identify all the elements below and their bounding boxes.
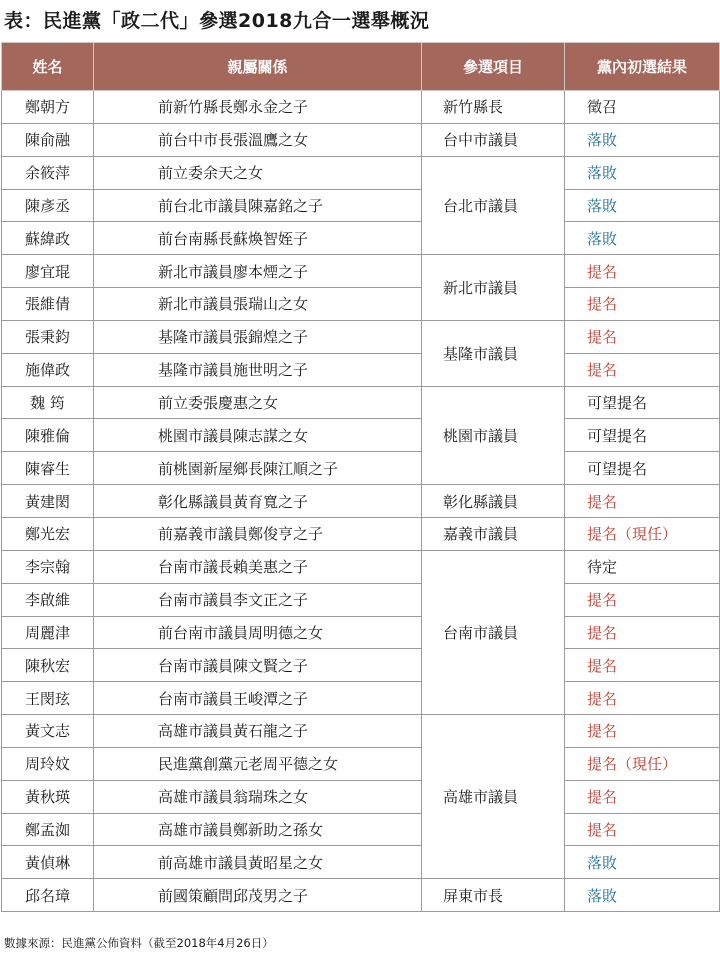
table-row (2, 682, 720, 715)
header-item: 參選項目 (422, 43, 565, 91)
primary-result: 提名 (565, 288, 720, 321)
primary-result: 提名（現任） (565, 747, 720, 780)
candidate-name: 邱名璋 (2, 879, 94, 912)
table-row (2, 517, 720, 550)
election-item: 基隆市議員 (422, 320, 565, 386)
table-row (2, 419, 720, 452)
table-row (2, 222, 720, 255)
election-item: 台北市議員 (422, 156, 565, 255)
candidate-name: 魏 筠 (2, 386, 94, 419)
candidate-name: 陳睿生 (2, 452, 94, 485)
primary-result: 提名 (565, 583, 720, 616)
candidate-name: 李啟維 (2, 583, 94, 616)
election-item: 台中市議員 (422, 123, 565, 156)
primary-result: 落敗 (565, 879, 720, 912)
family-relation: 台南市議員李文正之子 (94, 583, 422, 616)
candidate-name: 鄭孟洳 (2, 813, 94, 846)
primary-result: 提名 (565, 485, 720, 518)
election-item: 嘉義市議員 (422, 517, 565, 550)
candidate-name: 施偉政 (2, 353, 94, 386)
candidates-table (1, 42, 720, 912)
family-relation: 台南市議員王峻潭之子 (94, 682, 422, 715)
table-row (2, 189, 720, 222)
header-result: 黨內初選結果 (565, 43, 720, 91)
candidate-name: 蘇緯政 (2, 222, 94, 255)
primary-result: 提名 (565, 682, 720, 715)
candidate-name: 王閔玹 (2, 682, 94, 715)
candidate-name: 黃秋瑛 (2, 780, 94, 813)
family-relation: 前台南市議員周明德之女 (94, 616, 422, 649)
family-relation: 前立委余天之女 (94, 156, 422, 189)
family-relation: 彰化縣議員黃育寬之子 (94, 485, 422, 518)
primary-result: 提名 (565, 255, 720, 288)
primary-result: 落敗 (565, 123, 720, 156)
election-item: 高雄市議員 (422, 715, 565, 879)
header-relation: 親屬關係 (94, 43, 422, 91)
table-body (2, 91, 720, 912)
family-relation: 基隆市議員張錦煌之子 (94, 320, 422, 353)
family-relation: 前嘉義市議員鄭俊亨之子 (94, 517, 422, 550)
primary-result: 徵召 (565, 91, 720, 124)
table-row (2, 156, 720, 189)
family-relation: 前台北市議員陳嘉銘之子 (94, 189, 422, 222)
family-relation: 前桃園新屋鄉長陳江順之子 (94, 452, 422, 485)
election-item: 新竹縣長 (422, 91, 565, 124)
family-relation: 新北市議員廖本煙之子 (94, 255, 422, 288)
family-relation: 台南市議員陳文賢之子 (94, 649, 422, 682)
family-relation: 桃園市議員陳志謀之女 (94, 419, 422, 452)
family-relation: 前新竹縣長鄭永金之子 (94, 91, 422, 124)
candidate-name: 鄭光宏 (2, 517, 94, 550)
candidate-name: 李宗翰 (2, 550, 94, 583)
election-item: 彰化縣議員 (422, 485, 565, 518)
table-row (2, 353, 720, 386)
page-title: 表：民進黨「政二代」參選2018九合一選舉概況 (4, 10, 430, 32)
table-row (2, 649, 720, 682)
candidate-name: 陳彥丞 (2, 189, 94, 222)
primary-result: 提名 (565, 649, 720, 682)
family-relation: 高雄市議員翁瑞珠之女 (94, 780, 422, 813)
table-row (2, 386, 720, 419)
table-row (2, 320, 720, 353)
candidate-name: 黃偵琳 (2, 846, 94, 879)
table-row (2, 747, 720, 780)
primary-result: 可望提名 (565, 419, 720, 452)
table-row (2, 288, 720, 321)
primary-result: 待定 (565, 550, 720, 583)
table-header-row (2, 43, 720, 91)
table-row (2, 715, 720, 748)
table-row (2, 255, 720, 288)
primary-result: 提名 (565, 715, 720, 748)
family-relation: 前立委張慶惠之女 (94, 386, 422, 419)
candidate-name: 周玲妏 (2, 747, 94, 780)
table-row (2, 780, 720, 813)
primary-result: 提名（現任） (565, 517, 720, 550)
primary-result: 落敗 (565, 222, 720, 255)
family-relation: 前台中市長張溫鷹之女 (94, 123, 422, 156)
election-item: 新北市議員 (422, 255, 565, 321)
table-row (2, 550, 720, 583)
election-item: 屏東市長 (422, 879, 565, 912)
table-row (2, 846, 720, 879)
table-row (2, 452, 720, 485)
table-row (2, 616, 720, 649)
candidate-name: 張維倩 (2, 288, 94, 321)
family-relation: 台南市議長賴美惠之子 (94, 550, 422, 583)
table-row (2, 123, 720, 156)
table-row (2, 91, 720, 124)
primary-result: 提名 (565, 616, 720, 649)
candidate-name: 黃建閎 (2, 485, 94, 518)
candidate-name: 陳雅倫 (2, 419, 94, 452)
family-relation: 新北市議員張瑞山之女 (94, 288, 422, 321)
primary-result: 落敗 (565, 189, 720, 222)
table-row (2, 879, 720, 912)
candidate-name: 廖宜琨 (2, 255, 94, 288)
family-relation: 基隆市議員施世明之子 (94, 353, 422, 386)
family-relation: 民進黨創黨元老周平德之女 (94, 747, 422, 780)
candidate-name: 陳俞融 (2, 123, 94, 156)
primary-result: 提名 (565, 813, 720, 846)
family-relation: 前國策顧問邱茂男之子 (94, 879, 422, 912)
table-row (2, 583, 720, 616)
candidate-name: 陳秋宏 (2, 649, 94, 682)
primary-result: 落敗 (565, 156, 720, 189)
candidate-name: 鄭朝方 (2, 91, 94, 124)
table-row (2, 485, 720, 518)
family-relation: 高雄市議員黃石龍之子 (94, 715, 422, 748)
primary-result: 提名 (565, 320, 720, 353)
family-relation: 高雄市議員鄭新助之孫女 (94, 813, 422, 846)
family-relation: 前台南縣長蘇煥智姪子 (94, 222, 422, 255)
candidate-name: 余筱萍 (2, 156, 94, 189)
election-item: 桃園市議員 (422, 386, 565, 485)
table-row (2, 813, 720, 846)
candidate-name: 黃文志 (2, 715, 94, 748)
candidate-name: 張秉鈞 (2, 320, 94, 353)
family-relation: 前高雄市議員黃昭星之女 (94, 846, 422, 879)
candidate-name: 周麗津 (2, 616, 94, 649)
primary-result: 落敗 (565, 846, 720, 879)
primary-result: 可望提名 (565, 452, 720, 485)
election-item: 台南市議員 (422, 550, 565, 714)
primary-result: 提名 (565, 780, 720, 813)
source-footnote: 數據來源：民進黨公佈資料（截至2018年4月26日） (4, 936, 274, 950)
primary-result: 可望提名 (565, 386, 720, 419)
primary-result: 提名 (565, 353, 720, 386)
header-name: 姓名 (2, 43, 94, 91)
